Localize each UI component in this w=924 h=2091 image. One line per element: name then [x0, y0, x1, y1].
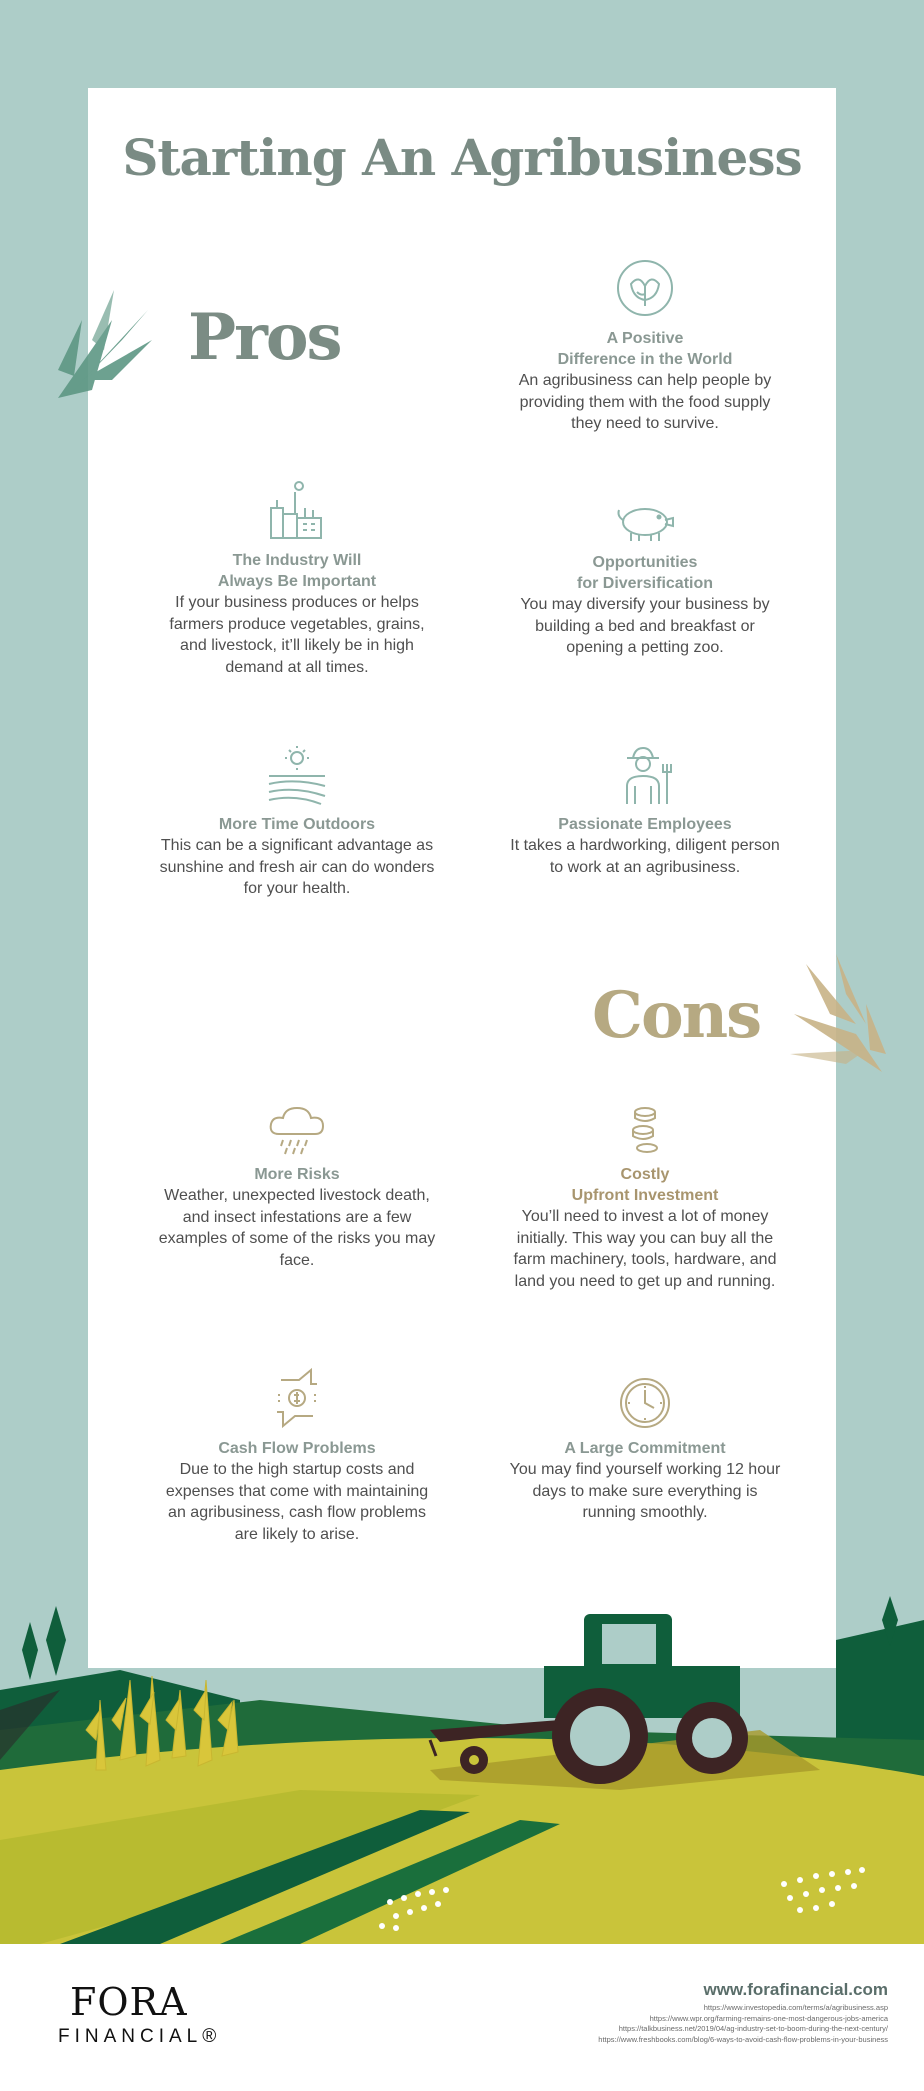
logo-main-text: FORA — [70, 1980, 188, 2024]
factory-icon — [265, 478, 329, 542]
item-title: A Positive Difference in the World — [557, 330, 733, 368]
item-text: Weather, unexpected livestock death, and insect infestations are a few examples of some of the risks you may face. — [158, 1187, 436, 1269]
item-title: A Large Commitment — [564, 1440, 726, 1457]
item-title: Opportunities for Diversification — [576, 554, 714, 592]
item-text: This can be a significant advantage as sunshine and fresh air can do wonders for your health. — [159, 837, 435, 897]
con-item-cash-flow — [157, 1366, 437, 1545]
farm-scene-illustration — [0, 1580, 924, 1944]
wheat-leaves-green-icon — [52, 280, 162, 400]
item-title: The Industry Will Always Be Important — [217, 552, 377, 590]
pro-item-industry-important — [157, 478, 437, 678]
con-item-upfront-investment — [505, 1104, 785, 1292]
fora-financial-logo — [58, 1982, 228, 2048]
source-link[interactable]: https://www.investopedia.com/terms/a/agribusiness.asp — [703, 2003, 888, 2012]
item-title: Costly Upfront Investment — [571, 1166, 719, 1204]
pro-item-diversification — [505, 500, 785, 659]
item-title: More Risks — [254, 1166, 340, 1183]
item-text: You may find yourself working 12 hour days to make sure everything is running smoothly. — [509, 1461, 781, 1521]
pro-item-outdoors — [157, 742, 437, 900]
wheat-leaves-tan-icon — [786, 954, 890, 1074]
item-text: It takes a hardworking, diligent person to work at an agribusiness. — [510, 837, 780, 876]
item-title: Cash Flow Problems — [218, 1440, 376, 1457]
source-link[interactable]: https://www.wpr.org/farming-remains-one-most-dangerous-jobs-america — [649, 2013, 888, 2023]
clock-icon — [618, 1376, 672, 1430]
farmer-icon — [613, 742, 677, 806]
item-text: Due to the high startup costs and expenses that come with maintaining an agribusiness, cash flow problems are likely to arise. — [165, 1461, 429, 1543]
item-text: If your business produces or helps farmers produce vegetables, grains, and livestock, it’ll likely be in high demand at all times. — [169, 594, 425, 676]
pro-item-positive-difference — [505, 256, 785, 435]
cabbage-icon — [613, 256, 677, 320]
item-text: An agribusiness can help people by providing them with the food supply they need to survive. — [518, 372, 772, 432]
cash-flow-icon — [271, 1366, 323, 1430]
sources-list — [598, 2003, 888, 2045]
coins-icon — [625, 1104, 665, 1156]
pros-heading: Pros — [188, 300, 341, 375]
con-item-commitment — [505, 1376, 785, 1524]
website-link[interactable]: www.forafinancial.com — [703, 1980, 888, 1999]
sun-field-icon — [265, 742, 329, 806]
item-title: More Time Outdoors — [218, 816, 376, 833]
rain-cloud-icon — [265, 1104, 329, 1156]
item-text: You’ll need to invest a lot of money initially. This way you can buy all the farm machinery, tools, hardware, and land you need to get up and running. — [513, 1208, 777, 1290]
pig-icon — [613, 500, 677, 544]
page-title: Starting An Agribusiness — [122, 128, 802, 187]
source-link[interactable]: https://www.freshbooks.com/blog/6-ways-to-avoid-cash-flow-problems-in-your-business — [598, 2034, 888, 2044]
con-item-risks — [157, 1104, 437, 1271]
logo-sub-text: FINANCIAL® — [58, 2026, 222, 2047]
pro-item-employees — [505, 742, 785, 878]
source-link[interactable]: https://talkbusiness.net/2019/04/ag-industry-set-to-boom-during-the-next-century/ — [618, 2024, 888, 2033]
cons-heading: Cons — [592, 978, 761, 1053]
item-text: You may diversify your business by building a bed and breakfast or opening a petting zoo. — [520, 596, 770, 656]
item-title: Passionate Employees — [558, 816, 732, 833]
